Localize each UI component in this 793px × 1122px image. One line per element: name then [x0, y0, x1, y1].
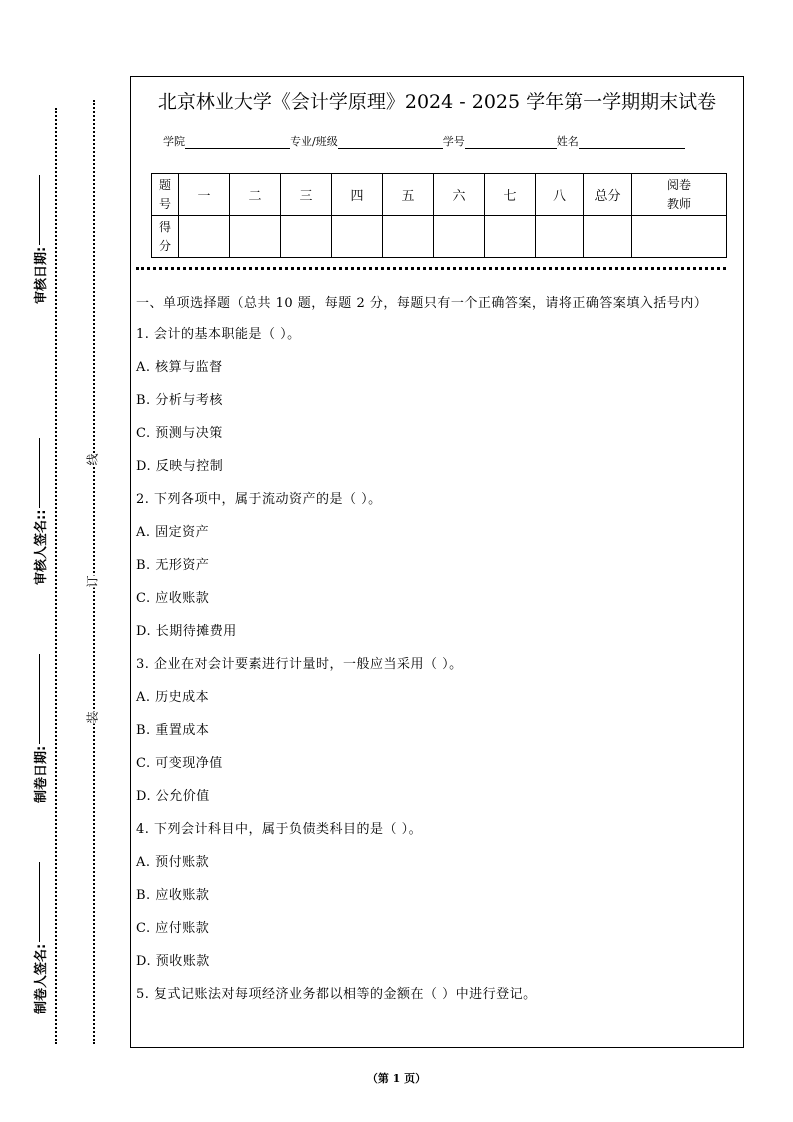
score-cell[interactable]	[179, 216, 230, 258]
binding-dotted-line-outer	[55, 108, 57, 1044]
binding-char-line: 线	[83, 453, 102, 465]
question-stem: 3. 企业在对会计要素进行计量时，一般应当采用（ ）。	[136, 657, 463, 672]
score-cell[interactable]	[536, 216, 584, 258]
college-label: 学院	[163, 135, 185, 148]
column-header: 六	[434, 174, 485, 216]
option: B. 应收账款	[136, 888, 210, 903]
page-number: （第 1 页）	[366, 1072, 427, 1085]
paper-maker-sign-field	[31, 844, 47, 1014]
score-cell[interactable]	[485, 216, 536, 258]
reviewer-sign-field	[31, 425, 47, 585]
student-id-field[interactable]	[465, 136, 557, 149]
section-single-choice	[136, 292, 736, 1016]
question-2	[136, 488, 736, 653]
option: D. 公允价值	[136, 789, 210, 804]
column-header: 七	[485, 174, 536, 216]
reviewer-header: 阅卷 教师	[632, 174, 727, 216]
column-header: 二	[230, 174, 281, 216]
binding-dotted-line-inner	[93, 100, 95, 1044]
reviewer-sign-line[interactable]	[38, 438, 40, 508]
student-info-row	[163, 133, 685, 149]
question-5	[136, 983, 736, 1016]
paper-date-label: 制卷日期:	[33, 745, 49, 803]
student-name-field[interactable]	[579, 136, 685, 149]
review-date-field	[31, 164, 47, 304]
question-1	[136, 323, 736, 488]
total-score-cell[interactable]	[584, 216, 632, 258]
score-cell[interactable]	[230, 216, 281, 258]
score-cell[interactable]	[281, 216, 332, 258]
column-header: 三	[281, 174, 332, 216]
option: C. 应收账款	[136, 591, 210, 606]
paper-maker-sign-label: 制卷人签名:	[33, 943, 49, 1014]
review-date-line[interactable]	[38, 175, 40, 245]
exam-paper-frame	[130, 76, 744, 1048]
score-row-header: 得 分	[152, 216, 179, 258]
option: A. 固定资产	[136, 525, 210, 540]
option: B. 无形资产	[136, 558, 210, 573]
score-cell[interactable]	[383, 216, 434, 258]
binding-char-fold: 装	[83, 711, 102, 723]
option: A. 核算与监督	[136, 360, 223, 375]
question-3	[136, 653, 736, 818]
student-id-label: 学号	[442, 135, 465, 148]
paper-maker-sign-line[interactable]	[38, 862, 40, 942]
binding-char-bind: 订	[83, 575, 102, 587]
question-stem: 4. 下列会计科目中，属于负债类科目的是（ ）。	[136, 822, 423, 837]
question-number-header: 题 号	[152, 174, 179, 216]
question-stem: 5. 复式记账法对每项经济业务都以相等的金额在（ ）中进行登记。	[136, 987, 537, 1002]
score-table	[151, 173, 727, 258]
option: D. 反映与控制	[136, 459, 224, 474]
question-stem: 2. 下列各项中，属于流动资产的是（ ）。	[136, 492, 382, 507]
option: C. 可变现净值	[136, 756, 223, 771]
question-4	[136, 818, 736, 983]
reviewer-sign-label: 审核人签名::	[33, 509, 49, 585]
column-header: 四	[332, 174, 383, 216]
option: A. 历史成本	[136, 690, 210, 705]
college-field[interactable]	[185, 136, 290, 149]
exam-title: 北京林业大学《会计学原理》2024 - 2025 学年第一学期期末试卷	[157, 91, 717, 113]
reviewer-cell[interactable]	[632, 216, 727, 258]
score-cell[interactable]	[332, 216, 383, 258]
header-divider	[136, 267, 726, 270]
student-name-label: 姓名	[556, 135, 579, 148]
option: C. 应付账款	[136, 921, 210, 936]
total-score-header: 总分	[584, 174, 632, 216]
section-heading: 一、单项选择题（总共 10 题，每题 2 分，每题只有一个正确答案，请将正确答案填入括号内）	[136, 296, 708, 311]
paper-date-line[interactable]	[38, 654, 40, 744]
option: A. 预付账款	[136, 855, 210, 870]
major-class-field[interactable]	[338, 136, 443, 149]
option: D. 预收账款	[136, 954, 210, 969]
option: B. 分析与考核	[136, 393, 223, 408]
column-header: 一	[179, 174, 230, 216]
major-class-label: 专业/班级	[290, 135, 338, 148]
score-table-score-row	[152, 216, 727, 258]
score-cell[interactable]	[434, 216, 485, 258]
score-table-header-row	[152, 174, 727, 216]
column-header: 八	[536, 174, 584, 216]
option: C. 预测与决策	[136, 426, 223, 441]
paper-date-field	[31, 643, 47, 803]
option: D. 长期待摊费用	[136, 624, 237, 639]
review-date-label: 审核日期:	[33, 246, 49, 304]
question-stem: 1. 会计的基本职能是（ ）。	[136, 327, 301, 342]
column-header: 五	[383, 174, 434, 216]
option: B. 重置成本	[136, 723, 210, 738]
